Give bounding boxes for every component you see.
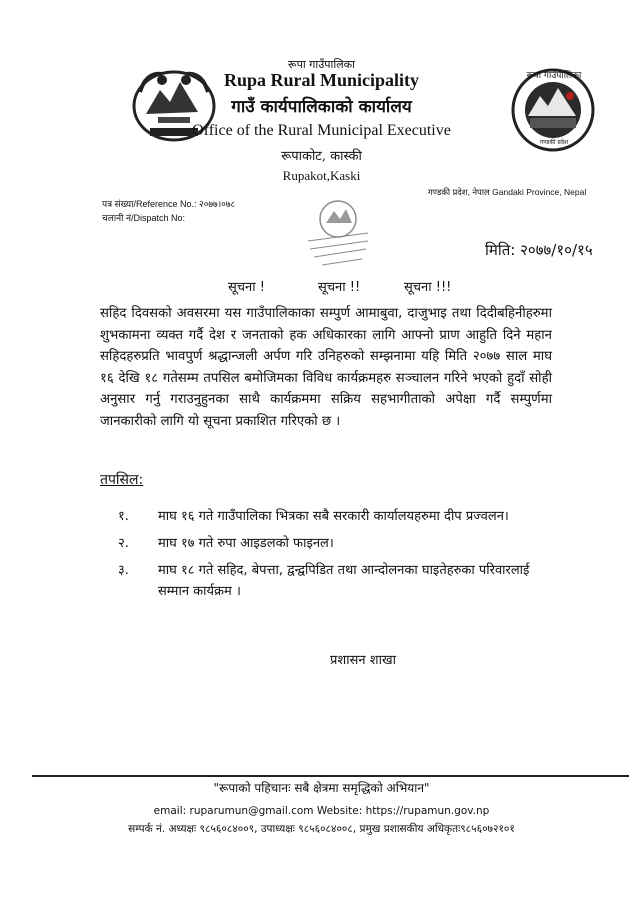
list-item-text: माघ १७ गते रुपा आइडलको फाइनल। bbox=[158, 536, 334, 551]
list-item-number: १. bbox=[118, 509, 129, 524]
notice-heading-1: सूचना ! bbox=[228, 280, 265, 295]
right-logo-bottom-text: गण्डकी प्रदेश bbox=[539, 139, 569, 146]
notice-heading-2: सूचना !! bbox=[318, 280, 361, 295]
footer-phone: सम्पर्क नं. अध्यक्षः ९८५६०८४००९, उपाध्यक्षः ९८५६०८४००८, प्रमुख प्रशासकीय अधिकृतः९८५६०७२१०१ bbox=[128, 823, 515, 835]
dispatch-number: चलानी नं/Dispatch No: bbox=[102, 213, 185, 223]
province-line: गण्डकी प्रदेश, नेपाल Gandaki Province, Nepal bbox=[428, 187, 587, 197]
footer-slogan: "रूपाको पहिचानः सबै क्षेत्रमा समृद्धिको अभियान" bbox=[213, 781, 430, 795]
list-item-number: ३. bbox=[118, 563, 129, 578]
header-en-office: Office of the Rural Municipal Executive bbox=[192, 122, 451, 139]
footer-contact: email: ruparumun@gmail.com Website: https://rupamun.gov.np bbox=[153, 805, 490, 817]
header-en-location: Rupakot,Kaski bbox=[282, 168, 361, 183]
schedule-label: तपसिल: bbox=[100, 472, 144, 488]
footer-divider bbox=[32, 775, 629, 777]
list-item bbox=[100, 560, 560, 602]
signature-section: प्रशासन शाखा bbox=[330, 653, 396, 668]
schedule-list bbox=[100, 506, 560, 608]
list-item bbox=[100, 533, 560, 554]
header-ne-office: गाउँ कार्यपालिकाको कार्यालय bbox=[231, 97, 412, 117]
header-ne-location: रूपाकोट, कास्की bbox=[281, 149, 362, 164]
letter-date: मिति: २०७७/१०/१५ bbox=[485, 241, 593, 259]
notice-heading-3: सूचना !!! bbox=[404, 280, 452, 295]
list-item-text: माघ १६ गते गाउँपालिका भित्रका सबै सरकारी कार्यालयहरुमा दीप प्रज्वलन। bbox=[158, 509, 509, 524]
list-item-text: माघ १८ गते सहिद, बेपत्ता, द्वन्द्वपिडित तथा आन्दोलनका घाइतेहरुका परिवारलाई सम्मान कार्यक्रम । bbox=[158, 563, 530, 599]
header-en-name: Rupa Rural Municipality bbox=[223, 70, 420, 90]
header-ne-small: रूपा गाउँपालिका bbox=[288, 58, 355, 71]
office-stamp bbox=[298, 193, 378, 273]
list-item-number: २. bbox=[118, 536, 129, 551]
notice-body: सहिद दिवसको अवसरमा यस गाउँपालिकाका सम्पुर्ण आमाबुवा, दाजुभाइ तथा दिदीबहिनीहरुमा शुभकामना व्यक्त गर्दै देश र जनताको हक अधिकारका लागि आफ्नो प्राण आहुति दिने महान सहिदहरुप्रति भावपुर्ण श्रद्धान्जली अर्पण गरि उनिहरुको सम्झनामा यहि मिति २०७७ साल माघ १६ देखि १८ गतेसम्म तपसिल बमोजिमका विविध कार्यक्रमहरु सञ्चालन गरिने भएको हुदाँ सोही अनुसार गर्नु गराउनुहुनका साथै कार्यक्रममा सक्रिय सहभागीताको अपेक्षा गर्दै सम्पुर्णमा जानकारीको लागि यो सूचना प्रकाशित गरिएको छ । bbox=[100, 306, 552, 429]
reference-number: पत्र संख्या/Reference No.: २०७७।०७८ bbox=[102, 199, 236, 209]
list-item bbox=[100, 506, 560, 527]
right-logo-text: रूपा गाउँपालिका bbox=[526, 71, 582, 81]
